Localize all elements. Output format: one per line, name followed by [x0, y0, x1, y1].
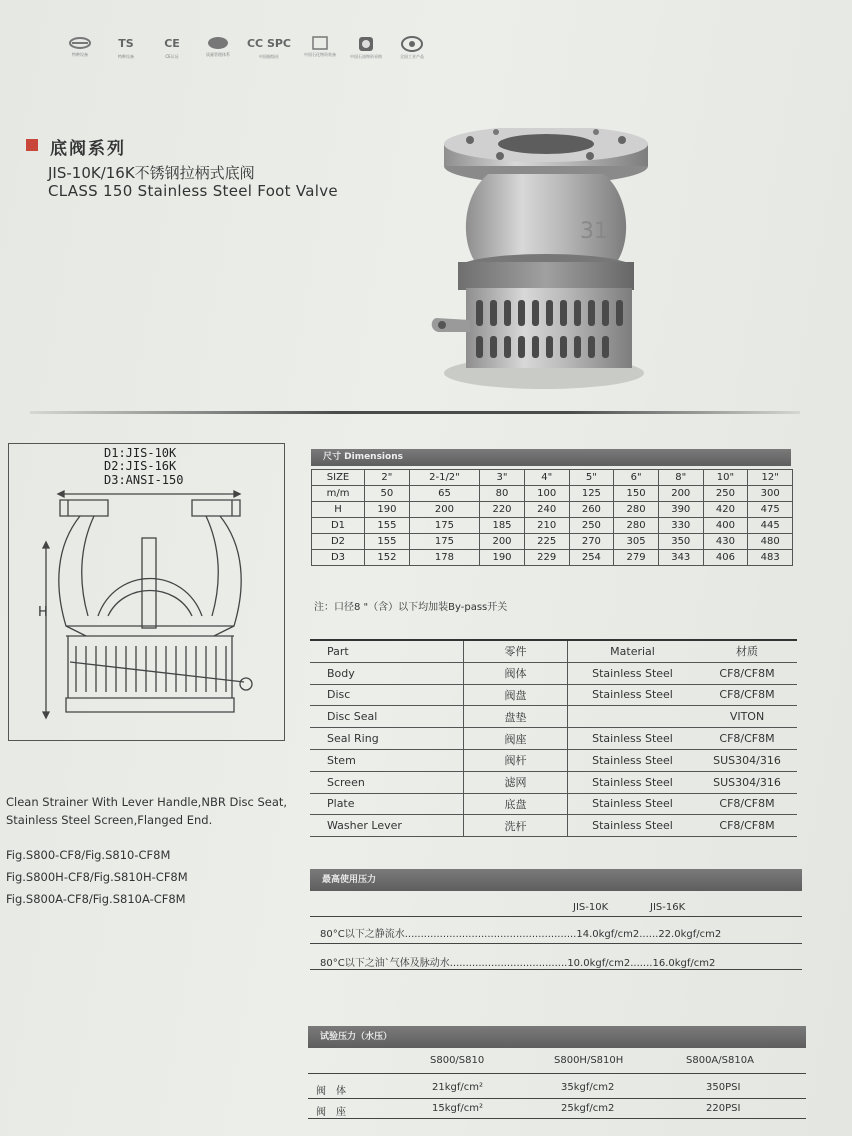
valve-cross-section-drawing	[36, 486, 266, 726]
test-row-body-s800h: 35kgf/cm2	[561, 1082, 615, 1093]
material-cn: 材质	[697, 640, 797, 662]
dimensions-cell: 390	[658, 502, 703, 518]
test-rule-2	[308, 1098, 806, 1099]
dimensions-row-label: D1	[312, 518, 365, 534]
parts-row	[310, 706, 797, 728]
dimensions-cell: 12"	[748, 470, 793, 486]
dimensions-cell: 6"	[614, 470, 659, 486]
product-title-en: CLASS 150 Stainless Steel Foot Valve	[48, 182, 338, 200]
dimensions-cell: 280	[614, 518, 659, 534]
dimensions-row	[312, 550, 793, 566]
dimensions-cell: 480	[748, 534, 793, 550]
cert-logo-4: 质量管理体系	[200, 36, 236, 58]
dimensions-cell: 80	[480, 486, 525, 502]
part-name: Seal Ring	[310, 728, 464, 750]
dimensions-row	[312, 534, 793, 550]
test-rule-1	[308, 1073, 806, 1074]
material: Stainless Steel	[568, 728, 698, 750]
dimensions-cell: 250	[569, 518, 614, 534]
dimensions-cell: 430	[703, 534, 748, 550]
series-title: 底阀系列	[50, 139, 126, 159]
dimensions-cell: 100	[524, 486, 569, 502]
test-row-seat-s800h: 25kgf/cm2	[561, 1103, 615, 1114]
dimensions-row	[312, 502, 793, 518]
dimensions-cell: 406	[703, 550, 748, 566]
figure-number-1: Fig.S800-CF8/Fig.S810-CF8M	[6, 848, 171, 862]
dimensions-cell: 225	[524, 534, 569, 550]
dimensions-cell: 254	[569, 550, 614, 566]
material-cn: CF8/CF8M	[697, 793, 797, 815]
drawing-label-d2: D2:JIS-16K	[104, 459, 177, 473]
figure-number-3: Fig.S800A-CF8/Fig.S810A-CF8M	[6, 892, 186, 906]
material: Stainless Steel	[568, 793, 698, 815]
material-cn: CF8/CF8M	[697, 684, 797, 706]
part-name-cn: 阀杆	[464, 749, 568, 771]
material-cn: SUS304/316	[697, 749, 797, 771]
dimensions-cell: 3"	[480, 470, 525, 486]
test-row-seat-label: 阀 座	[316, 1107, 346, 1118]
dimensions-cell: 125	[569, 486, 614, 502]
material: Stainless Steel	[568, 662, 698, 684]
parts-row	[310, 793, 797, 815]
cert-logo-2: TS 特种设备	[118, 37, 134, 59]
material: Stainless Steel	[568, 749, 698, 771]
part-name: Disc	[310, 684, 464, 706]
test-row-seat-s800: 15kgf/cm²	[432, 1103, 484, 1114]
dimensions-cell: 280	[614, 502, 659, 518]
part-name: Screen	[310, 771, 464, 793]
dimensions-cell: 330	[658, 518, 703, 534]
dimensions-row-label: H	[312, 502, 365, 518]
parts-row	[310, 662, 797, 684]
figure-number-2: Fig.S800H-CF8/Fig.S810H-CF8M	[6, 870, 188, 884]
part-name-cn: 底盘	[464, 793, 568, 815]
part-name-cn: 洗杆	[464, 815, 568, 837]
dimensions-cell: 50	[365, 486, 410, 502]
dimensions-cell: 190	[365, 502, 410, 518]
part-name: Stem	[310, 749, 464, 771]
test-row-body-label: 阀 体	[316, 1086, 346, 1097]
dimensions-row	[312, 470, 793, 486]
test-col-s800h: S800H/S810H	[554, 1055, 624, 1066]
material: Material	[568, 640, 698, 662]
height-label: H	[38, 605, 48, 620]
dimensions-row	[312, 518, 793, 534]
dimensions-cell: 65	[409, 486, 479, 502]
dimensions-table	[311, 469, 793, 566]
part-name-cn: 零件	[464, 640, 568, 662]
part-name-cn: 滤网	[464, 771, 568, 793]
section-divider	[30, 411, 800, 414]
dimensions-cell: 300	[748, 486, 793, 502]
material-cn: CF8/CF8M	[697, 815, 797, 837]
circle-mark-icon	[358, 36, 374, 52]
pressure-rule-3	[310, 969, 802, 970]
part-name: Part	[310, 640, 464, 662]
part-name-cn: 阀座	[464, 728, 568, 750]
pressure-rule-1	[310, 916, 802, 917]
test-pressure-header-bar: 试验压力（水压）	[308, 1026, 806, 1048]
part-name: Plate	[310, 793, 464, 815]
dimensions-row-label: D2	[312, 534, 365, 550]
bypass-note: 注：口径8 "（含）以下均加装By-pass开关	[314, 602, 508, 613]
dimensions-cell: 210	[524, 518, 569, 534]
pressure-rule-2	[310, 943, 802, 944]
test-col-s800a: S800A/S810A	[686, 1055, 754, 1066]
dimensions-cell: 200	[480, 534, 525, 550]
material-cn: VITON	[697, 706, 797, 728]
pressure-row-water: 80°C以下之静流水......................................................14.0kgf/cm2......22.0kgf/cm2	[320, 929, 722, 940]
dimensions-cell: 155	[365, 518, 410, 534]
certification-logos	[62, 36, 430, 60]
svg-text:31: 31	[580, 219, 608, 244]
dimensions-cell: 240	[524, 502, 569, 518]
cnas-mark-icon	[401, 36, 423, 52]
test-col-s800: S800/S810	[430, 1055, 485, 1066]
dimensions-cell: 175	[409, 534, 479, 550]
parts-header-row	[310, 640, 797, 662]
dimensions-cell: 229	[524, 550, 569, 566]
description-line-2: Stainless Steel Screen,Flanged End.	[6, 813, 213, 827]
part-name: Washer Lever	[310, 815, 464, 837]
dimensions-cell: 5"	[569, 470, 614, 486]
part-name-cn: 阀盘	[464, 684, 568, 706]
description-line-1: Clean Strainer With Lever Handle,NBR Disc Seat,	[6, 795, 288, 809]
dimensions-cell: 150	[614, 486, 659, 502]
dimensions-cell: 445	[748, 518, 793, 534]
test-rule-3	[308, 1118, 806, 1119]
material: Stainless Steel	[568, 815, 698, 837]
dimensions-cell: 2-1/2"	[409, 470, 479, 486]
test-row-body-s800: 21kgf/cm²	[432, 1082, 484, 1093]
cert-logo-6: 中国石化物资装备	[302, 36, 338, 58]
ts-wing-icon	[68, 36, 92, 50]
parts-row	[310, 749, 797, 771]
cert-logo-8: 全国工业产品	[394, 36, 430, 60]
parts-row	[310, 771, 797, 793]
dimensions-cell: 400	[703, 518, 748, 534]
dimensions-row-label: SIZE	[312, 470, 365, 486]
cert-logo-3: CE CE认证	[164, 37, 180, 59]
material: Stainless Steel	[568, 771, 698, 793]
part-name: Body	[310, 662, 464, 684]
material: Stainless Steel	[568, 684, 698, 706]
foot-valve-photo	[430, 128, 660, 398]
pressure-col-jis10k: JIS-10K	[573, 902, 609, 913]
dimensions-cell: 200	[409, 502, 479, 518]
dimensions-row-label: m/m	[312, 486, 365, 502]
dimensions-cell: 10"	[703, 470, 748, 486]
dimensions-cell: 343	[658, 550, 703, 566]
product-title-cn: JIS-10K/16K不锈钢拉柄式底阀	[48, 164, 255, 182]
max-pressure-header-bar: 最高使用压力	[310, 869, 802, 891]
dimensions-cell: 190	[480, 550, 525, 566]
drawing-label-d1: D1:JIS-10K	[104, 446, 177, 460]
title-bullet-icon	[26, 139, 38, 151]
pressure-col-jis16k: JIS-16K	[650, 902, 686, 913]
part-name-cn: 盘垫	[464, 706, 568, 728]
dimensions-cell: 8"	[658, 470, 703, 486]
part-name: Disc Seal	[310, 706, 464, 728]
dimensions-cell: 250	[703, 486, 748, 502]
dimensions-row-label: D3	[312, 550, 365, 566]
dimensions-cell: 4"	[524, 470, 569, 486]
drawing-label-d3: D3:ANSI-150	[104, 473, 184, 487]
dimensions-cell: 2"	[365, 470, 410, 486]
dimensions-cell: 185	[480, 518, 525, 534]
parts-row	[310, 815, 797, 837]
dimensions-cell: 475	[748, 502, 793, 518]
dimensions-cell: 305	[614, 534, 659, 550]
dimensions-cell: 175	[409, 518, 479, 534]
dimensions-cell: 220	[480, 502, 525, 518]
parts-row	[310, 728, 797, 750]
dimensions-cell: 260	[569, 502, 614, 518]
parts-material-table	[310, 639, 797, 837]
test-row-seat-s800a: 220PSI	[706, 1103, 741, 1114]
dimensions-cell: 178	[409, 550, 479, 566]
iso-oval-icon	[207, 36, 229, 50]
square-mark-icon	[311, 36, 329, 50]
cert-logo-1: 特种设备	[62, 36, 98, 58]
dimensions-cell: 270	[569, 534, 614, 550]
cert-logo-7: 中国石油物资采购	[348, 36, 384, 60]
cert-logo-5: CC SPC 中国船级社	[246, 37, 292, 59]
material-cn: CF8/CF8M	[697, 728, 797, 750]
dimensions-cell: 155	[365, 534, 410, 550]
dimensions-cell: 152	[365, 550, 410, 566]
dimensions-cell: 350	[658, 534, 703, 550]
pressure-row-oil-gas: 80°C以下之油`气体及脉动水.....................................10.0kgf/cm2.......16.0kgf/cm2	[320, 958, 716, 969]
parts-row	[310, 684, 797, 706]
material	[568, 706, 698, 728]
dimensions-cell: 279	[614, 550, 659, 566]
dimensions-cell: 200	[658, 486, 703, 502]
dimensions-row	[312, 486, 793, 502]
dimensions-cell: 420	[703, 502, 748, 518]
dimensions-cell: 483	[748, 550, 793, 566]
dimensions-header-bar: 尺寸 Dimensions	[311, 449, 791, 466]
material-cn: SUS304/316	[697, 771, 797, 793]
test-row-body-s800a: 350PSI	[706, 1082, 741, 1093]
part-name-cn: 阀体	[464, 662, 568, 684]
material-cn: CF8/CF8M	[697, 662, 797, 684]
